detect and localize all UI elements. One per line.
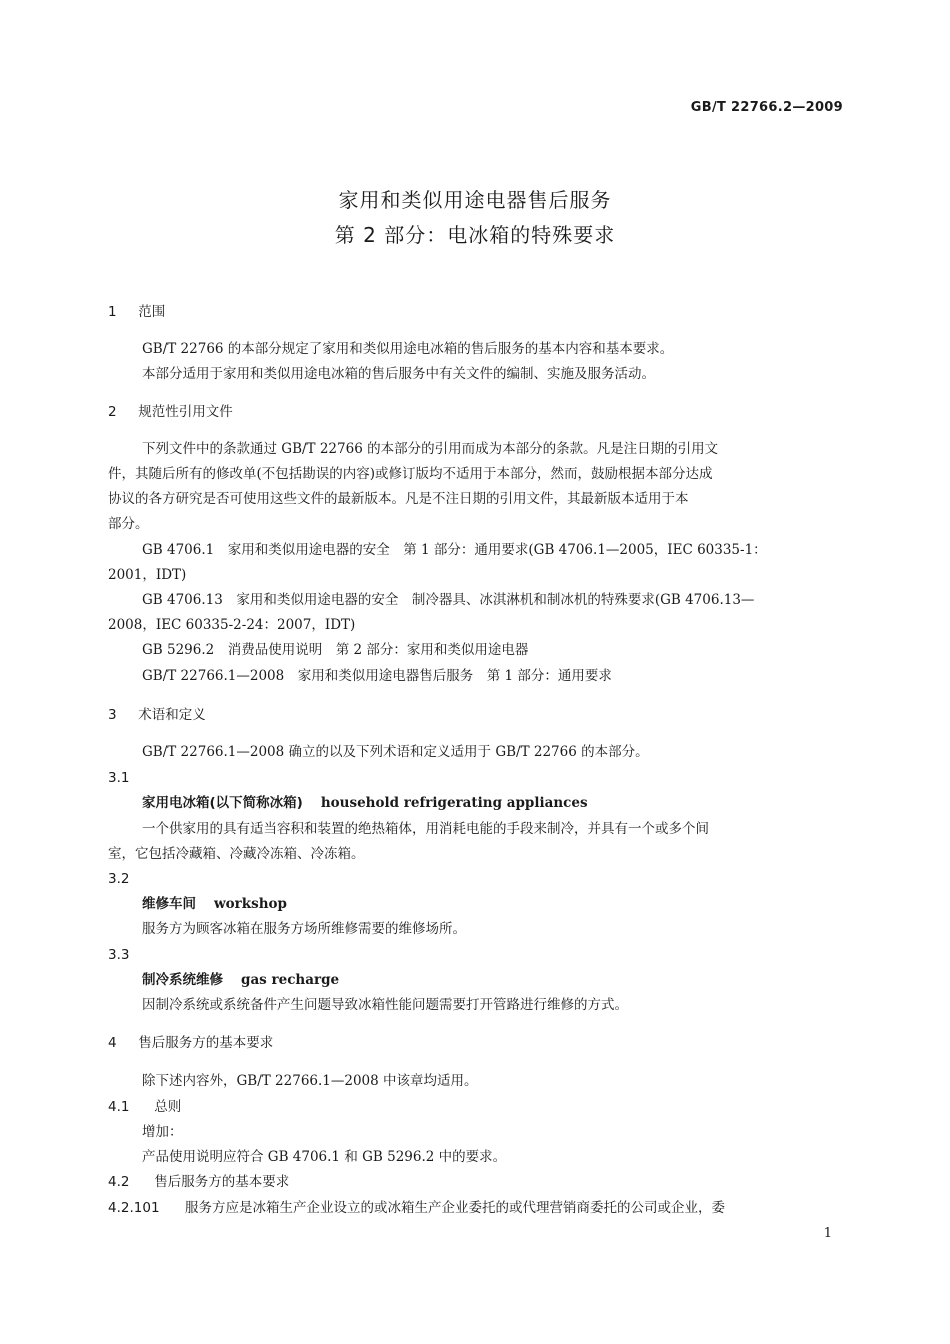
paragraph-line: 除下述内容外，GB/T 22766.1—2008 中该章均适用。 xyxy=(142,1073,478,1089)
term-chinese: 维修车间 xyxy=(142,896,196,912)
reference-entry: GB/T 22766.1—2008 家用和类似用途电器售后服务 第 1 部分：通用要求 xyxy=(142,668,612,684)
paragraph-line: 本部分适用于家用和类似用途电冰箱的售后服务中有关文件的编制、实施及服务活动。 xyxy=(142,366,655,382)
section-number: 2 xyxy=(108,404,117,420)
paragraph-line: GB/T 22766.1—2008 确立的以及下列术语和定义适用于 GB/T 22766 的本部分。 xyxy=(142,744,649,760)
section-title: 术语和定义 xyxy=(138,707,206,723)
standard-code: GB/T 22766.2—2009 xyxy=(690,100,843,115)
section-4-heading xyxy=(108,1034,848,1052)
term-definition: 服务方为顾客冰箱在服务方场所维修需要的维修场所。 xyxy=(142,921,466,937)
document-title-line1: 家用和类似用途电器售后服务 xyxy=(338,188,612,212)
reference-entry: GB 4706.13 家用和类似用途电器的安全 制冷器具、冰淇淋机和制冰机的特殊要求(GB 4706.13— xyxy=(142,592,755,608)
reference-entry: GB 4706.1 家用和类似用途电器的安全 第 1 部分：通用要求(GB 4706.1—2005，IEC 60335-1： xyxy=(142,542,767,558)
clause-text: 服务方应是冰箱生产企业设立的或冰箱生产企业委托的或代理营销商委托的公司或企业，委 xyxy=(185,1200,725,1216)
term-entry xyxy=(142,794,848,812)
paragraph-line: GB/T 22766 的本部分规定了家用和类似用途电冰箱的售后服务的基本内容和基本要求。 xyxy=(142,341,674,357)
term-entry xyxy=(142,971,848,989)
paragraph-line: 协议的各方研究是否可使用这些文件的最新版本。凡是不注日期的引用文件，其最新版本适用于本 xyxy=(108,491,689,507)
paragraph-line: 增加： xyxy=(142,1124,183,1140)
subsection-number: 4.1 xyxy=(108,1099,130,1115)
term-english: gas recharge xyxy=(241,972,340,988)
section-number: 1 xyxy=(108,304,117,320)
subsection-4-1-heading xyxy=(108,1098,848,1116)
term-chinese: 制冷系统维修 xyxy=(142,972,223,988)
section-number: 4 xyxy=(108,1035,117,1051)
term-definition: 一个供家用的具有适当容积和装置的绝热箱体，用消耗电能的手段来制冷，并具有一个或多个间 xyxy=(142,821,709,837)
document-title-line2: 第 2 部分：电冰箱的特殊要求 xyxy=(334,223,616,247)
term-number: 3.2 xyxy=(108,871,130,887)
subsection-title: 售后服务方的基本要求 xyxy=(154,1174,290,1190)
term-definition: 室，它包括冷藏箱、冷藏冷冻箱、冷冻箱。 xyxy=(108,846,365,862)
section-title: 范围 xyxy=(138,304,166,320)
term-number: 3.3 xyxy=(108,947,130,963)
subsection-title: 总则 xyxy=(154,1099,182,1115)
clause-4-2-101 xyxy=(108,1199,848,1217)
reference-entry-cont: 2008，IEC 60335-2-24：2007，IDT) xyxy=(108,617,356,633)
clause-number: 4.2.101 xyxy=(108,1200,160,1216)
term-definition: 因制冷系统或系统备件产生问题导致冰箱性能问题需要打开管路进行维修的方式。 xyxy=(142,997,628,1013)
subsection-4-2-heading xyxy=(108,1173,848,1191)
term-entry xyxy=(142,895,848,913)
section-2-heading xyxy=(108,403,848,421)
section-title: 规范性引用文件 xyxy=(138,404,233,420)
reference-entry: GB 5296.2 消费品使用说明 第 2 部分：家用和类似用途电器 xyxy=(142,642,529,658)
subsection-number: 4.2 xyxy=(108,1174,130,1190)
section-title: 售后服务方的基本要求 xyxy=(138,1035,274,1051)
section-3-heading xyxy=(108,706,848,724)
term-english: household refrigerating appliances xyxy=(320,795,588,811)
term-number: 3.1 xyxy=(108,770,130,786)
section-number: 3 xyxy=(108,707,117,723)
term-chinese: 家用电冰箱(以下简称冰箱) xyxy=(142,795,303,811)
section-1-heading xyxy=(108,303,848,321)
paragraph-line: 部分。 xyxy=(108,516,149,532)
paragraph-line: 件，其随后所有的修改单(不包括勘误的内容)或修订版均不适用于本部分，然而，鼓励根据本部分达成 xyxy=(108,466,713,482)
paragraph-line: 下列文件中的条款通过 GB/T 22766 的本部分的引用而成为本部分的条款。凡是注日期的引用文 xyxy=(142,441,719,457)
paragraph-line: 产品使用说明应符合 GB 4706.1 和 GB 5296.2 中的要求。 xyxy=(142,1149,507,1165)
page-number: 1 xyxy=(823,1226,832,1241)
term-english: workshop xyxy=(214,896,287,912)
reference-entry-cont: 2001，IDT) xyxy=(108,567,187,583)
